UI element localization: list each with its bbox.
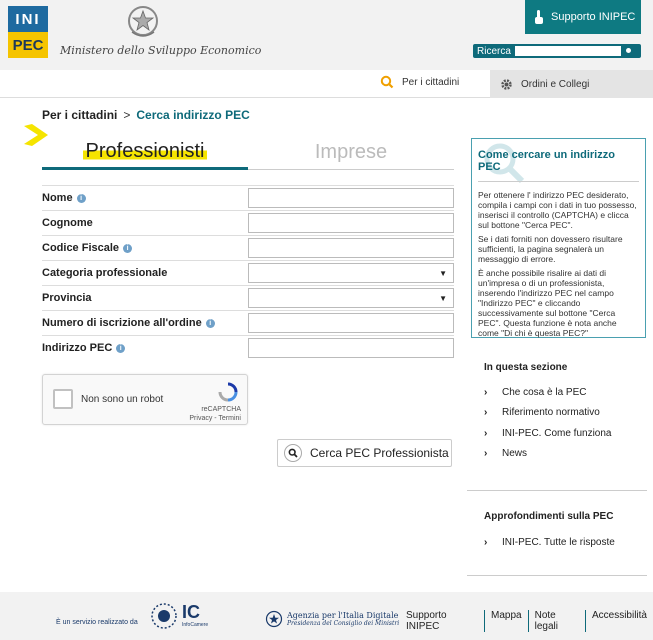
breadcrumb <box>42 108 250 122</box>
breadcrumb-item-cittadini[interactable]: Per i cittadini <box>42 108 118 122</box>
infocamere-icon <box>150 602 178 630</box>
chevron-down-icon: ▼ <box>439 293 447 303</box>
agid-name: Agenzia per l'Italia Digitale <box>287 611 399 620</box>
cognome-input[interactable] <box>248 213 454 233</box>
section-link-label: News <box>502 448 528 459</box>
form-row-cognome <box>42 210 454 235</box>
ministry-name: Ministero dello Sviluppo Economico <box>60 44 262 57</box>
sidebar-divider <box>467 575 647 576</box>
field-label <box>42 292 248 304</box>
agid-logo[interactable] <box>265 610 399 628</box>
help-title: Come cercare un indirizzo PEC <box>478 149 639 182</box>
ic-subtext: InfoCamere <box>182 622 209 628</box>
section-link[interactable] <box>484 448 527 459</box>
chevron-right-icon: › <box>484 537 488 548</box>
field-label <box>42 342 248 354</box>
search-input[interactable] <box>515 46 621 56</box>
info-icon[interactable]: i <box>77 194 86 203</box>
info-icon[interactable]: i <box>123 244 132 253</box>
search-icon <box>380 75 394 89</box>
form-row-nome <box>42 185 454 210</box>
form-row-categoria <box>42 260 454 285</box>
tab-ordini-label: Ordini e Collegi <box>521 78 590 90</box>
agid-subtitle: Presidenza del Consiglio dei Ministri <box>287 620 400 627</box>
approfondimenti-link-label: INI-PEC. Tutte le risposte <box>502 537 615 548</box>
section-link[interactable] <box>484 387 587 398</box>
field-label <box>42 267 248 279</box>
chevron-right-icon: › <box>484 428 488 439</box>
made-by-text: È un servizio realizzato da <box>56 619 138 626</box>
site-search <box>473 44 641 58</box>
site-footer <box>0 592 653 640</box>
field-label <box>42 242 248 254</box>
ic-text: IC <box>182 602 200 622</box>
support-label: Supporto INIPEC <box>551 11 636 23</box>
footer-link-mappa[interactable]: Mappa <box>484 610 528 632</box>
footer-link-supporto[interactable]: Supporto INIPEC <box>406 610 447 632</box>
touch-icon <box>533 9 545 25</box>
form-row-codice-fiscale <box>42 235 454 260</box>
field-label-text: Provincia <box>42 292 92 304</box>
logo-pec: PEC <box>8 32 48 58</box>
info-icon[interactable]: i <box>116 344 125 353</box>
help-paragraph: Per ottenere l' indirizzo PEC desiderato, compila i campi con i dati in tuo possesso, inserisci il controllo (CAPTCHA) e clicca sul bottone "Cerca PEC". <box>478 190 637 230</box>
emblem-icon <box>265 610 283 628</box>
recaptcha-label: Non sono un robot <box>81 394 164 405</box>
chevron-right-icon: › <box>484 448 488 459</box>
form-row-indirizzo-pec <box>42 335 454 360</box>
breadcrumb-item-current: Cerca indirizzo PEC <box>136 108 250 122</box>
section-link[interactable] <box>484 407 600 418</box>
info-icon[interactable]: i <box>206 319 215 328</box>
tab-cittadini-label: Per i cittadini <box>402 76 460 88</box>
section-link-label: Che cosa è la PEC <box>502 387 587 398</box>
help-paragraph: Se i dati forniti non dovessero risultare sufficienti, la pagina segnalerà un messaggio di errore. <box>478 234 623 264</box>
tab-ordini-collegi[interactable] <box>490 70 653 98</box>
field-label-text: Codice Fiscale <box>42 242 120 254</box>
breadcrumb-separator: > <box>123 108 131 122</box>
field-label-text: Nome <box>42 192 73 204</box>
field-label-text: Indirizzo PEC <box>42 342 113 354</box>
chevron-right-icon: › <box>484 407 488 418</box>
section-link-label: INI-PEC. Come funziona <box>502 428 612 439</box>
field-label <box>42 217 248 229</box>
field-label-text: Cognome <box>42 217 93 229</box>
provincia-select[interactable] <box>248 288 454 308</box>
field-label-text: Numero di iscrizione all'ordine <box>42 317 202 329</box>
categoria-select[interactable] <box>248 263 454 283</box>
chevron-down-icon: ▼ <box>439 268 447 278</box>
help-paragraph: È anche possibile risalire ai dati di un'impresa o di un professionista, inserendo l'indirizzo PEC nel campo "Indirizzo PEC" e cliccando successivamente sul bottone "Cerca PEC". Questa funzione è nota anche come "Di chi è questa PEC?" <box>478 268 617 338</box>
search-icon <box>284 444 302 462</box>
inipec-logo[interactable] <box>8 6 48 58</box>
form-row-numero-iscrizione <box>42 310 454 335</box>
footer-link-note-legali[interactable]: Note legali <box>528 610 585 632</box>
approfondimenti-link[interactable] <box>484 535 634 551</box>
field-label <box>42 317 248 329</box>
republic-emblem-icon <box>126 4 160 40</box>
tab-professionisti-label: Professionisti <box>83 140 208 163</box>
tab-imprese[interactable] <box>248 136 454 170</box>
field-label <box>42 192 248 204</box>
logo-ini: INI <box>8 6 48 32</box>
gear-icon <box>500 78 513 91</box>
footer-links <box>400 610 653 632</box>
field-label-text: Categoria professionale <box>42 267 168 279</box>
approfondimenti-title: Approfondimenti sulla PEC <box>484 511 614 522</box>
chevron-right-icon: › <box>484 387 488 398</box>
footer-link-accessibilita[interactable]: Accessibilità <box>585 610 653 632</box>
section-link[interactable] <box>484 428 612 439</box>
top-navigation <box>0 70 653 98</box>
tab-cittadini[interactable] <box>380 75 459 89</box>
section-title: In questa sezione <box>484 362 568 373</box>
recaptcha-widget <box>42 374 248 425</box>
recaptcha-checkbox[interactable] <box>53 389 73 409</box>
section-link-label: Riferimento normativo <box>502 407 600 418</box>
tab-imprese-label: Imprese <box>314 141 388 163</box>
cerca-pec-label: Cerca PEC Professionista <box>310 446 449 460</box>
nome-input[interactable] <box>248 188 454 208</box>
search-label: Ricerca <box>477 45 511 57</box>
infocamere-logo[interactable] <box>150 602 210 632</box>
search-go-button[interactable] <box>621 44 637 58</box>
cerca-pec-button[interactable] <box>277 439 452 467</box>
indirizzo-pec-input[interactable] <box>248 338 454 358</box>
recaptcha-links[interactable]: Privacy - Termini <box>189 415 241 422</box>
sidebar-divider <box>467 490 647 491</box>
form-row-provincia <box>42 285 454 310</box>
tab-professionisti[interactable] <box>42 136 248 170</box>
codice-fiscale-input[interactable] <box>248 238 454 258</box>
search-icon <box>625 47 633 55</box>
recaptcha-brand: reCAPTCHA <box>201 406 241 413</box>
site-header <box>0 0 653 70</box>
numero-iscrizione-input[interactable] <box>248 313 454 333</box>
help-box <box>471 138 646 338</box>
recaptcha-icon <box>217 381 239 403</box>
support-inipec-button[interactable] <box>525 0 641 34</box>
